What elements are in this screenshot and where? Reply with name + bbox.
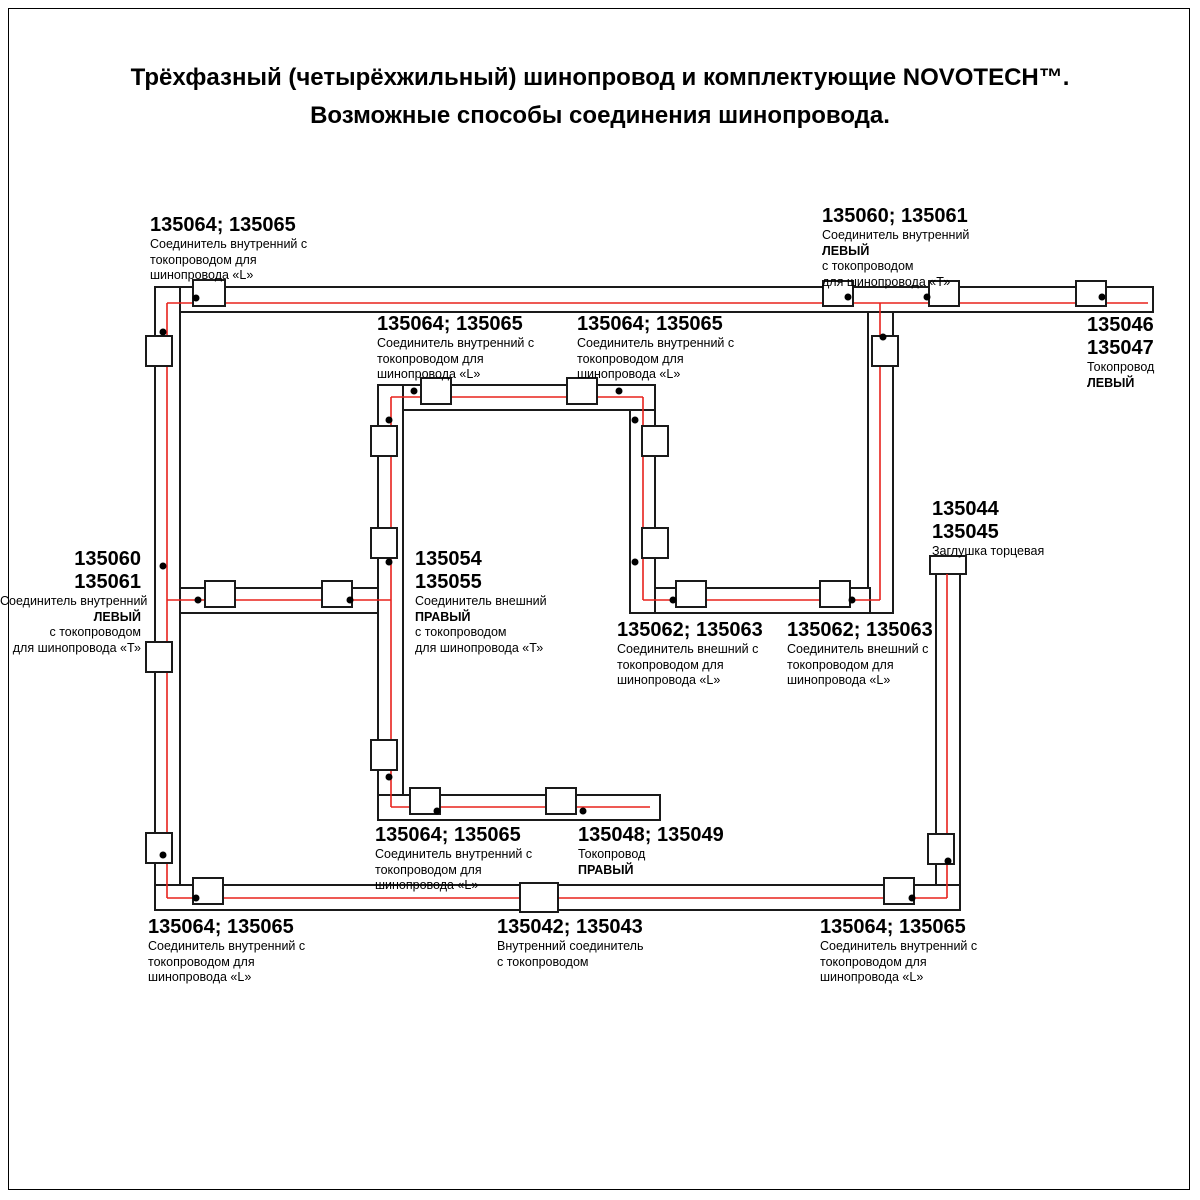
article-code: 135062; 135063 [787, 619, 933, 641]
label-bottom-center: 135042; 135043 Внутренний соединитель с токопроводом [497, 916, 644, 969]
label-outer-corner-left: 135062; 135063 Соединитель внешний с токопроводом для шинопровода «L» [617, 619, 763, 687]
track-top-horizontal [155, 287, 1153, 312]
article-code: 135064; 135065 [820, 916, 966, 938]
article-code: 135064; 135065 [377, 313, 523, 335]
label-bottom-right: 135064; 135065 Соединитель внутренний с токопроводом для шинопровода «L» [820, 916, 978, 984]
label-endcap: 135044 135045 Заглушка торцевая [932, 498, 1045, 558]
article-code: 135042; 135043 [497, 916, 643, 938]
article-code: 135062; 135063 [617, 619, 763, 641]
article-code: 135048; 135049 [578, 824, 724, 846]
article-code: 135064; 135065 [150, 214, 296, 236]
article-code: 135064; 135065 [577, 313, 723, 335]
article-code: 135047 [1087, 337, 1154, 359]
label-bottom-left: 135064; 135065 Соединитель внутренний с токопроводом для шинопровода «L» [148, 916, 306, 984]
article-code: 135054 [415, 548, 482, 570]
article-code: 135055 [415, 571, 482, 593]
label-outer-corner-right: 135062; 135063 Соединитель внешний с токопроводом для шинопровода «L» [787, 619, 933, 687]
label-top-left: 135064; 135065 Соединитель внутренний с токопроводом для шинопровода «L» [150, 214, 308, 282]
label-inner-top-left: 135064; 135065 Соединитель внутренний с токопроводом для шинопровода «L» [377, 313, 535, 381]
article-code: 135045 [932, 521, 999, 543]
label-top-right: 135060; 135061 Соединитель внутренний ЛЕВЫЙ с токопроводом для шинопровода «Т» [822, 205, 970, 289]
article-code: 135064; 135065 [148, 916, 294, 938]
article-code: 135044 [932, 498, 999, 520]
label-feed-right: 135048; 135049 Токопровод ПРАВЫЙ [578, 824, 724, 877]
label-left-tee: 135060 135061 Соединитель внутренний ЛЕВЫЙ с токопроводом для шинопровода «Т» [0, 548, 148, 655]
article-code: 135060 [74, 548, 141, 570]
article-code: 135064; 135065 [375, 824, 521, 846]
article-code: 135060; 135061 [822, 205, 968, 227]
label-inner-top-right: 135064; 135065 Соединитель внутренний с токопроводом для шинопровода «L» [577, 313, 735, 381]
article-code: 135046 [1087, 314, 1154, 336]
label-inner-bottom: 135064; 135065 Соединитель внутренний с токопроводом для шинопровода «L» [375, 824, 533, 892]
page-title-line1: Трёхфазный (четырёхжильный) шинопровод и комплектующие NOVOTECH™. [130, 64, 1070, 91]
label-feed-left: 135046 135047 Токопровод ЛЕВЫЙ [1087, 314, 1155, 390]
page-title-line2: Возможные способы соединения шинопровода. [310, 102, 890, 129]
article-code: 135061 [74, 571, 141, 593]
label-center-tee: 135054 135055 Соединитель внешний ПРАВЫЙ с токопроводом для шинопровода «Т» [415, 548, 547, 655]
